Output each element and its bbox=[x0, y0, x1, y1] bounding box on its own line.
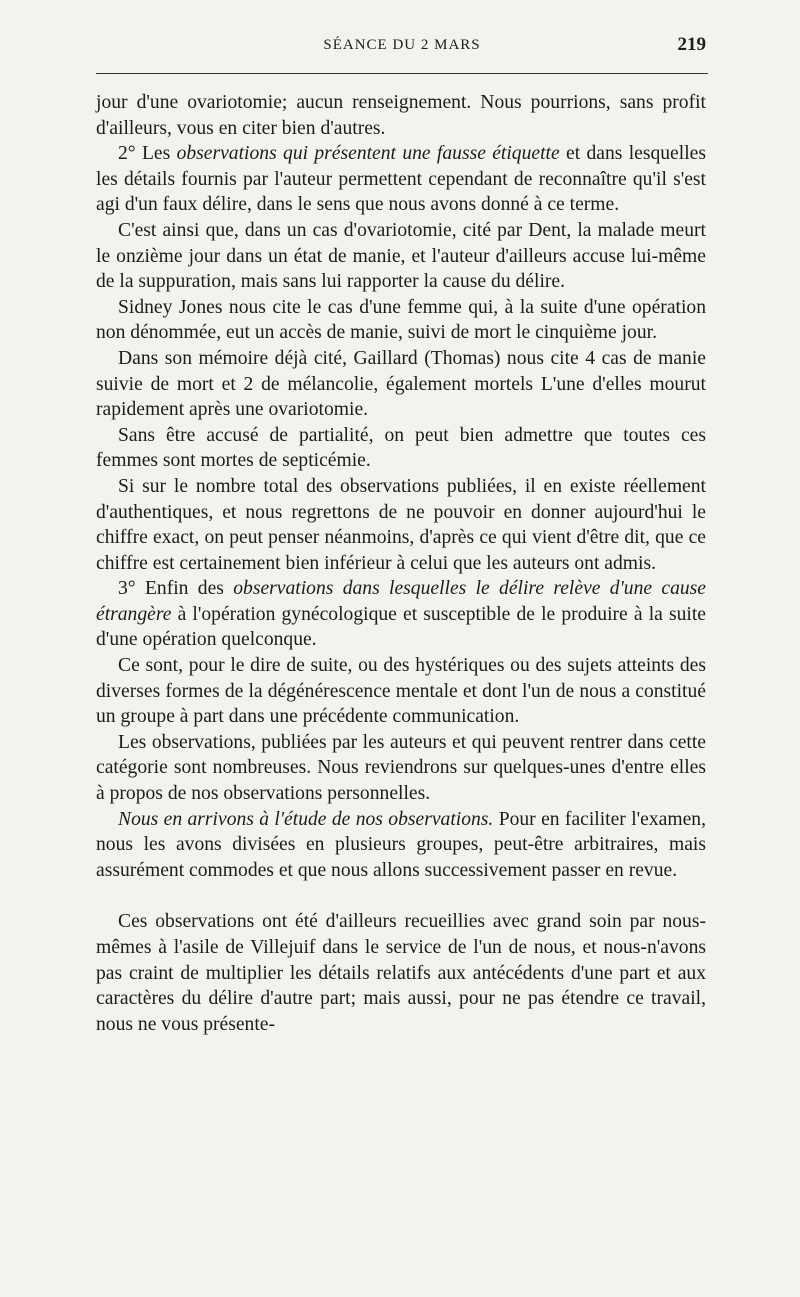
paragraph-10: Les observations, publiées par les auteurs et qui peuvent rentrer dans cette catégorie sont nombreuses. Nous reviendrons sur quelques-unes d'entre elles à propos de nos observations personnelles. bbox=[96, 731, 706, 805]
paragraph-9: Ce sont, pour le dire de suite, ou des hystériques ou des sujets atteints des diverses formes de la dégénérescence mentale et dont l'un de nous a constitué un groupe à part dans une précédente communication. bbox=[96, 655, 706, 728]
paragraph-6: Sans être accusé de partialité, on peut bien admettre que toutes ces femmes sont mortes de septicémie. bbox=[96, 424, 706, 472]
paragraph-8: 3° Enfin des observations dans lesquelles le délire relève d'une cause étrangère à l'opération gynécologique et susceptible de le produire à la suite d'une opération quelconque. bbox=[96, 578, 706, 651]
running-head: SÉANCE DU 2 MARS bbox=[323, 37, 481, 53]
paragraph-3: C'est ainsi que, dans un cas d'ovariotomie, cité par Dent, la malade meurt le onzième jour dans un état de manie, et l'auteur d'ailleurs accuse lui-même de la suppuration, mais sans lui rapporter la cause du délire. bbox=[96, 219, 706, 293]
paragraph-5: Dans son mémoire déjà cité, Gaillard (Thomas) nous cite 4 cas de manie suivie de mort et 2 de mélancolie, également mortels L'une d'elles mourut rapidement après une ovariotomie. bbox=[96, 347, 706, 421]
header-rule bbox=[96, 73, 708, 74]
paragraph-11: Nous en arrivons à l'étude de nos observations. Pour en faciliter l'examen, nous les avons divisées en plusieurs groupes, peut-être arbitraires, mais assurément commodes et que nous allons successivement passer en revue. bbox=[96, 808, 706, 881]
paragraph-1: jour d'une ovariotomie; aucun renseignement. Nous pourrions, sans profit d'ailleurs, vous en citer bien d'autres. bbox=[96, 92, 706, 139]
paragraph-12: Ces observations ont été d'ailleurs recueillies avec grand soin par nous-mêmes à l'asile de Villejuif dans le service de l'un de nous, et nous-n'avons pas craint de multiplier les détails relatifs aux antécédents d'une part et aux caractères du délire d'autre part; mais aussi, pour ne pas étendre ce travail, nous ne vous présente- bbox=[96, 911, 706, 1035]
paragraph-7: Si sur le nombre total des observations publiées, il en existe réellement d'authentiques, et nous regrettons de ne pouvoir en donner aujourd'hui le chiffre exact, on peut penser néanmoins, d'après ce qui vient d'être dit, que ce chiffre est certainement bien inférieur à celui que les auteurs ont admis. bbox=[96, 475, 706, 574]
page-number: 219 bbox=[677, 34, 706, 55]
body-text bbox=[96, 90, 706, 1037]
page-header bbox=[96, 34, 708, 58]
paragraph-4: Sidney Jones nous cite le cas d'une femme qui, à la suite d'une opération non dénommée, eut un accès de manie, suivi de mort le cinquième jour. bbox=[96, 296, 706, 344]
paragraph-2: 2° Les observations qui présentent une fausse étiquette et dans lesquelles les détails fournis par l'auteur permettent cependant de reconnaître qu'il s'est agi d'un faux délire, dans le sens que nous avons donné à ce terme. bbox=[96, 143, 706, 216]
